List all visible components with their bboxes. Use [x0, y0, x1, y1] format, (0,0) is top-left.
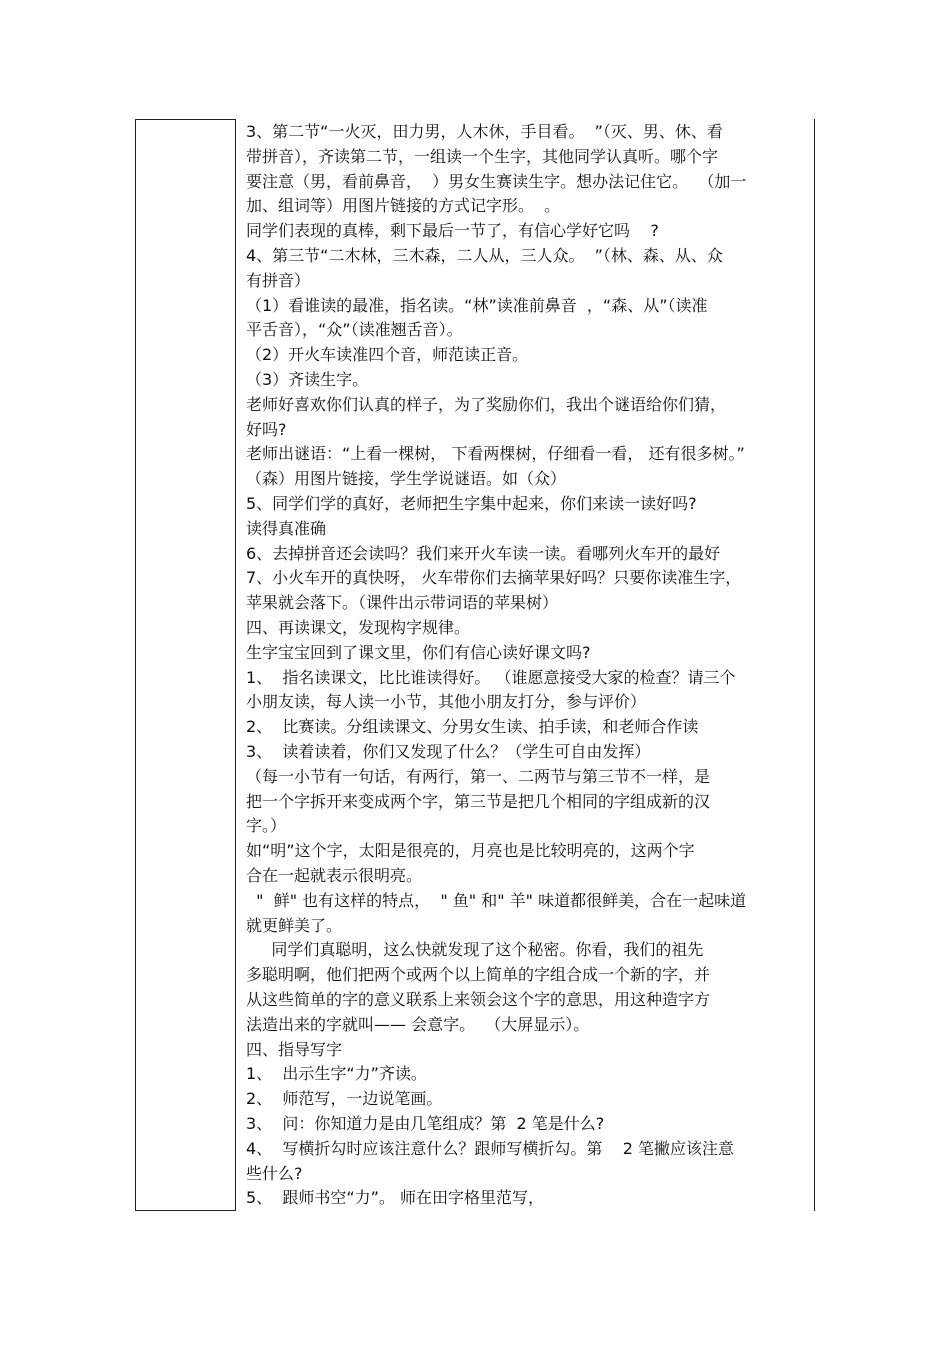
text-line: 平舌音），“众”（读准翘舌音）。: [246, 320, 463, 340]
text-line: 好吗?: [246, 419, 287, 439]
text-line: 合在一起就表示很明亮。: [246, 866, 423, 885]
text-line: （森）用图片链接，学生学说谜语。如（众）: [246, 469, 567, 489]
text-line: 要注意（男，看前鼻音， ）男女生赛读生字。想办法记住它。 （加一: [246, 171, 747, 191]
text-line: 4、 写横折勾时应该注意什么？跟师写横折勾。第 2 笔撇应该注意: [246, 1138, 734, 1158]
table-left-cell-bottom-border: [135, 1210, 235, 1211]
text-line: 从这些简单的字的意义联系上来领会这个字的意思，用这种造字方: [246, 990, 711, 1009]
text-line: 2、 师范写，一边说笔画。: [246, 1089, 443, 1109]
text-line: 把一个字拆开来变成两个字，第三节是把几个相同的字组成新的汉: [246, 791, 711, 811]
text-line: 生字宝宝回到了课文里，你们有信心读好课文吗?: [246, 642, 591, 662]
text-line: 1、 指名读课文，比比谁读得好。 （谁愿意接受大家的检查？请三个: [246, 667, 736, 687]
text-line: （每一小节有一句话，有两行，第一、二两节与第三节不一样，是: [246, 766, 711, 786]
text-line: 就更鲜美了。: [246, 915, 343, 935]
text-line: 四、指导写字: [246, 1039, 343, 1059]
text-line: 有拼音）: [246, 270, 311, 290]
text-line: 同学们真聪明，这么快就发现了这个秘密。你看，我们的祖先: [246, 940, 704, 960]
text-line: " 鲜" 也有这样的特点， " 鱼" 和" 羊" 味道都很鲜美，合在一起味道: [246, 890, 747, 910]
text-line: 同学们表现的真棒，剩下最后一节了，有信心学好它吗 ?: [246, 221, 659, 241]
text-line: 老师好喜欢你们认真的样子，为了奖励你们，我出个谜语给你们猜，: [246, 394, 727, 414]
text-line: 2、 比赛读。分组读课文、分男女生读、拍手读，和老师合作读: [246, 717, 699, 737]
text-line: 1、 出示生字“力”齐读。: [246, 1064, 427, 1084]
table-right-border: [814, 119, 815, 1211]
text-line: 带拼音），齐读第二节，一组读一个生字，其他同学认真听。哪个字: [246, 146, 719, 166]
text-line: 苹果就会落下。（课件出示带词语的苹果树）: [246, 593, 559, 613]
text-line: 些什么?: [246, 1163, 303, 1183]
text-line: 4、第三节“二木林，三木森，二人从，三人众。 ”（林、森、从、众: [246, 246, 723, 265]
text-line: 多聪明啊，他们把两个或两个以上简单的字组合成一个新的字，并: [246, 965, 711, 985]
text-line: 读得真准确: [246, 518, 327, 538]
text-line: 5、同学们学的真好，老师把生字集中起来，你们来读一读好吗?: [246, 494, 697, 513]
table-column-divider: [235, 119, 236, 1211]
text-line: 5、 跟师书空“力”。 师在田字格里范写，: [246, 1188, 545, 1208]
text-line: 如“明”这个字，太阳是很亮的，月亮也是比较明亮的，这两个字: [246, 841, 695, 861]
text-line: 3、 问：你知道力是由几笔组成？第 2 笔是什么?: [246, 1114, 605, 1133]
text-line: 字。）: [246, 816, 287, 836]
text-line: 7、小火车开的真快呀， 火车带你们去摘苹果好吗？只要你读准生字，: [246, 568, 742, 588]
text-line: （2）开火车读准四个音，师范读正音。: [246, 345, 529, 365]
table-left-cell-top-border: [135, 119, 235, 120]
text-line: 3、 读着读着，你们又发现了什么？（学生可自由发挥）: [246, 742, 651, 761]
text-line: 加、组词等）用图片链接的方式记字形。 。: [246, 196, 561, 216]
text-line: 四、再读课文，发现构字规律。: [246, 618, 471, 637]
text-line: 3、第二节“一火灭，田力男，人木休，手目看。 ”（灭、男、休、看: [246, 122, 723, 141]
table-left-border: [135, 119, 136, 1211]
text-line: 老师出谜语：“上看一棵树， 下看两棵树，仔细看一看， 还有很多树。”: [246, 444, 745, 464]
text-line: （3）齐读生字。: [246, 370, 369, 389]
text-line: 6、去掉拼音还会读吗？我们来开火车读一读。看哪列火车开的最好: [246, 543, 721, 563]
text-line: 小朋友读，每人读一小节，其他小朋友打分，参与评价）: [246, 692, 647, 712]
text-line: （1）看谁读的最准，指名读。“林”读准前鼻音 ，“森、从”（读准: [246, 295, 708, 315]
text-line: 法造出来的字就叫—— 会意字。 （大屏显示）。: [246, 1014, 590, 1034]
